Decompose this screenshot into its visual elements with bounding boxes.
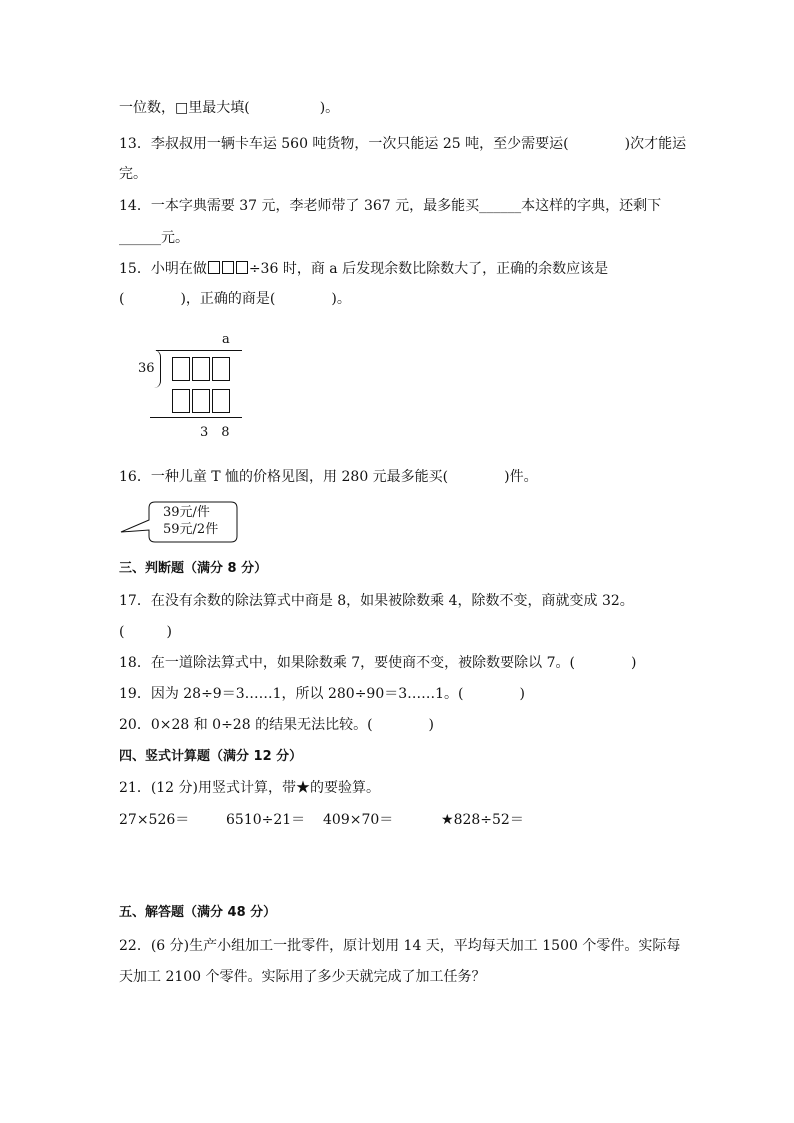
q15-line2: ( )，正确的商是( )。 bbox=[119, 291, 351, 307]
division-bar bbox=[156, 350, 242, 351]
digit-box bbox=[212, 357, 230, 381]
q17-line2: ( ) bbox=[119, 624, 172, 640]
blank-box bbox=[208, 261, 220, 274]
price-line-2: 59元/2件 bbox=[163, 522, 219, 537]
q15-prefix: 15．小明在做 bbox=[119, 261, 207, 277]
subtraction-line bbox=[150, 417, 242, 418]
q13-line1: 13．李叔叔用一辆卡车运 560 吨货物，一次只能运 25 吨，至少需要运( )次才能运 bbox=[119, 136, 687, 152]
q20: 20．0×28 和 0÷28 的结果无法比较。( ) bbox=[119, 717, 434, 733]
digit-box bbox=[172, 389, 190, 413]
digit-box bbox=[192, 357, 210, 381]
star-icon: ★ bbox=[441, 812, 454, 828]
dividend-boxes bbox=[172, 357, 230, 385]
section-4-title: 四、竖式计算题（满分 12 分） bbox=[119, 749, 303, 764]
q19: 19．因为 28÷9＝3……1，所以 280÷90＝3……1。( ) bbox=[119, 686, 525, 702]
q17-line1: 17．在没有余数的除法算式中商是 8，如果被除数乘 4，除数不变，商就变成 32。 bbox=[119, 593, 634, 609]
calc-expr-4 bbox=[441, 810, 524, 830]
remainder-label: 3 8 bbox=[200, 425, 230, 440]
calc-expr-4-text: 828÷52＝ bbox=[453, 812, 524, 828]
divisor-label: 36 bbox=[138, 361, 155, 376]
blank-box bbox=[222, 261, 234, 274]
long-division-figure bbox=[134, 330, 254, 442]
price-bubble bbox=[119, 500, 241, 544]
q15-suffix: ÷36 时，商 a 后发现余数比除数大了，正确的余数应该是 bbox=[248, 261, 609, 277]
q15-line1 bbox=[119, 259, 608, 279]
q21: 21．(12 分)用竖式计算，带★的要验算。 bbox=[119, 780, 381, 796]
calc-expr-1: 27×526＝ bbox=[119, 812, 190, 828]
price-line-1: 39元/件 bbox=[163, 505, 210, 520]
digit-box bbox=[212, 389, 230, 413]
q16: 16．一种儿童 T 恤的价格见图，用 280 元最多能买( )件。 bbox=[119, 469, 538, 485]
q13-line2: 完。 bbox=[119, 166, 147, 182]
calc-expr-2: 6510÷21＝ bbox=[226, 812, 306, 828]
section-3-title: 三、判断题（满分 8 分） bbox=[119, 561, 268, 576]
digit-box bbox=[172, 357, 190, 381]
calc-expr-3: 409×70＝ bbox=[323, 812, 394, 828]
section-5-title: 五、解答题（满分 48 分） bbox=[119, 905, 277, 920]
q22-line2: 天加工 2100 个零件。实际用了多少天就完成了加工任务？ bbox=[119, 969, 486, 985]
q14-line2: ______元。 bbox=[119, 230, 189, 246]
q14-line1: 14．一本字典需要 37 元，李老师带了 367 元，最多能买______本这样的字典，还剩下 bbox=[119, 198, 662, 214]
q18: 18．在一道除法算式中，如果除数乘 7，要使商不变，被除数要除以 7。( ) bbox=[119, 655, 637, 671]
product-boxes bbox=[172, 389, 230, 417]
division-bracket bbox=[154, 350, 161, 388]
q22-line1: 22．(6 分)生产小组加工一批零件，原计划用 14 天，平均每天加工 1500 个零件。实际每 bbox=[119, 938, 681, 954]
quotient-label: a bbox=[222, 332, 230, 347]
digit-box bbox=[192, 389, 210, 413]
q12-continuation: 一位数，□里最大填( )。 bbox=[119, 100, 340, 116]
blank-box bbox=[236, 261, 248, 274]
